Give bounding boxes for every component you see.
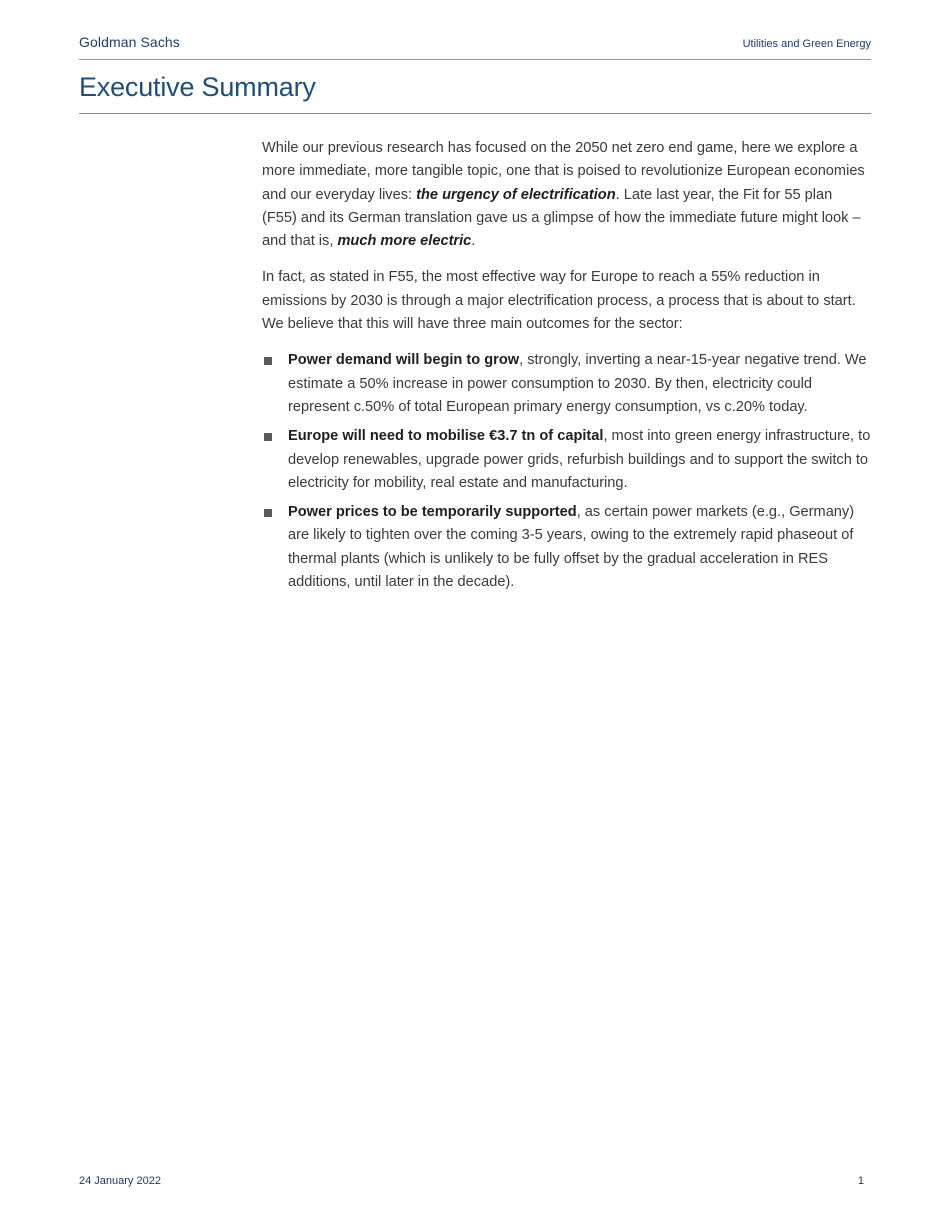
bullet-heading: Power demand will begin to grow <box>288 352 520 369</box>
footer-date: 24 January 2022 <box>79 1175 161 1187</box>
list-item <box>262 501 871 594</box>
outcomes-list <box>262 349 871 594</box>
intro-text-a: While our previous research has focused on the 2050 net zero end game, here we explore a more immediate, more tangible topic, one that is poised to revolutionize European economies and our everyday lives: <box>262 140 865 203</box>
square-bullet-icon <box>264 433 272 441</box>
body-content <box>262 137 871 600</box>
intro-text-c: . <box>471 233 476 250</box>
intro-paragraph <box>262 137 871 253</box>
intro-text-b: . Late last year, the Fit for 55 plan (F55) and its German translation gave us a glimpse of how the immediate future might look – and that is, <box>262 186 861 250</box>
intro-emphasis-electric: much more electric <box>337 233 472 250</box>
bullet-text: , as certain power markets (e.g., Germany) are likely to tighten over the coming 3-5 years, owing to the extremely rapid phaseout of thermal plants (which is unlikely to be fully offset by the gradual acceleration in RES additions, until later in the decade). <box>288 504 855 591</box>
square-bullet-icon <box>264 509 272 517</box>
list-item <box>262 349 871 419</box>
intro-emphasis-urgency: the urgency of electrification <box>416 186 616 203</box>
header-divider <box>79 59 871 60</box>
page-title: Executive Summary <box>79 72 316 102</box>
title-divider <box>79 113 871 114</box>
bullet-heading: Power prices to be temporarily supported <box>288 504 577 521</box>
second-paragraph: In fact, as stated in F55, the most effective way for Europe to reach a 55% reduction in emissions by 2030 is through a major electrification process, a process that is about to start. We believe that this will have three main outcomes for the sector: <box>262 269 856 333</box>
page-number: 1 <box>857 1175 864 1187</box>
list-item <box>262 425 871 495</box>
square-bullet-icon <box>264 357 272 365</box>
bullet-heading: Europe will need to mobilise €3.7 tn of capital <box>288 428 604 445</box>
header-brand: Goldman Sachs <box>79 34 180 50</box>
header-section: Utilities and Green Energy <box>742 38 871 50</box>
bullet-text: , most into green energy infrastructure, to develop renewables, upgrade power grids, refurbish buildings and to support the switch to electricity for mobility, real estate and manufacturing. <box>288 428 871 491</box>
bullet-text: , strongly, inverting a near-15-year negative trend. We estimate a 50% increase in power consumption to 2030. By then, electricity could represent c.50% of total European primary energy consumption, vs c.20% today. <box>288 352 867 415</box>
